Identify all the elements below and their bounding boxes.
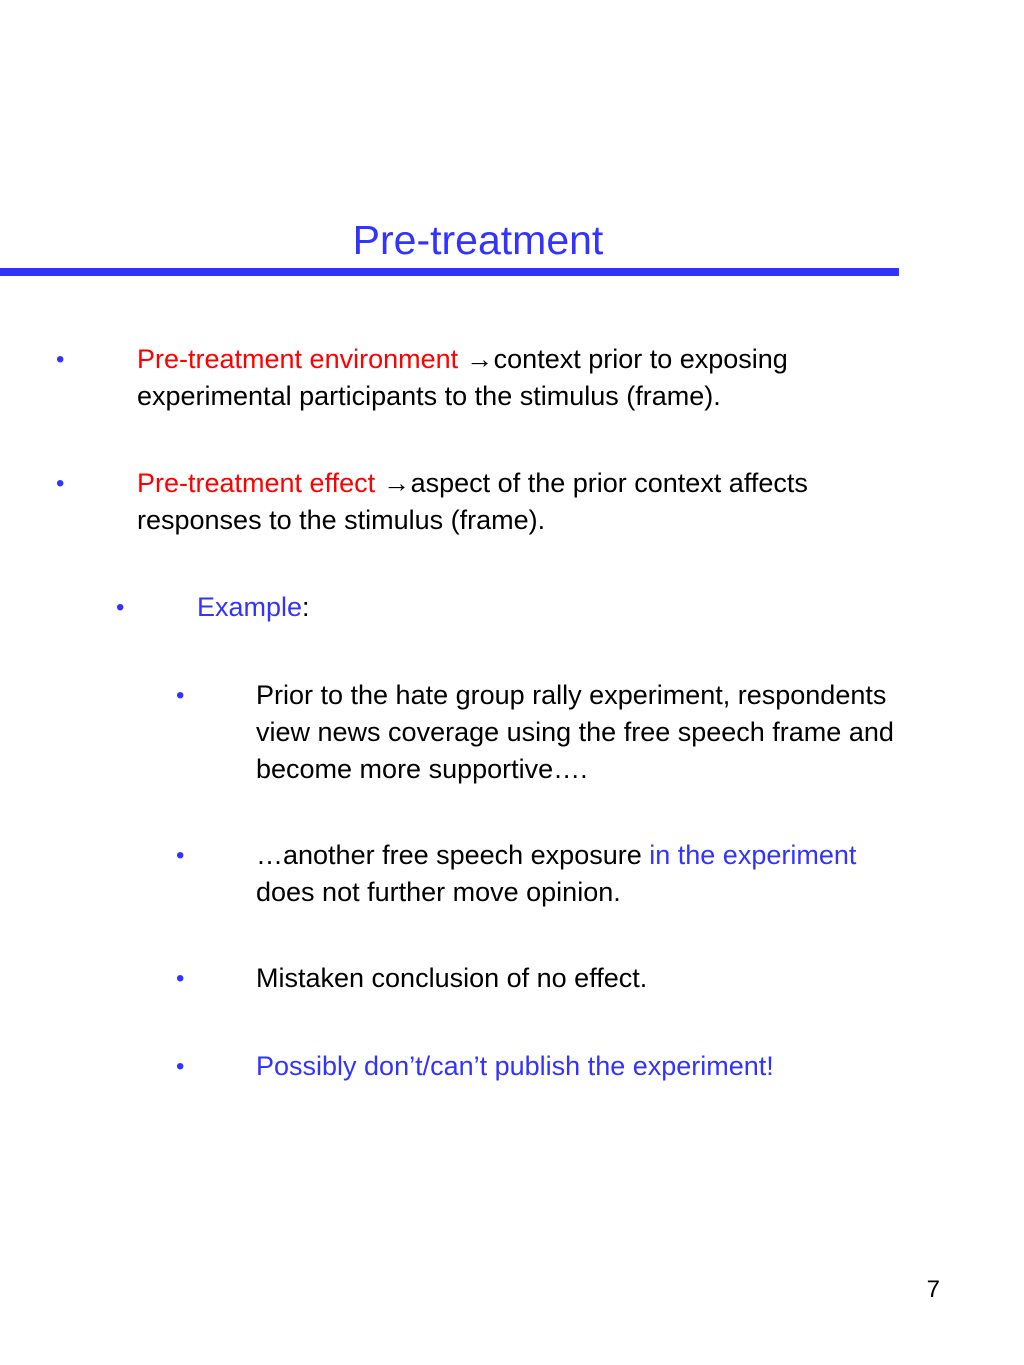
example-colon: : <box>302 592 310 622</box>
definition-line-1: aspect of the prior context affects <box>410 468 808 498</box>
term-pretreatment-environment: Pre-treatment environment <box>137 344 459 374</box>
title-underline <box>0 268 899 276</box>
example-item-line-2: view news coverage using the free speech frame and <box>256 717 894 747</box>
definition-line-2: responses to the stimulus (frame). <box>137 505 546 535</box>
example-item-text: Possibly don’t/can’t publish the experiment! <box>256 1051 774 1081</box>
example-item-line-2: does not further move opinion. <box>256 877 621 907</box>
bullet-icon: • <box>176 682 185 709</box>
example-item-text: Mistaken conclusion of no effect. <box>256 963 648 993</box>
example-item-publish <box>256 1048 1016 1085</box>
page-number: 7 <box>926 1276 940 1303</box>
example-item-line-3: become more supportive…. <box>256 754 588 784</box>
bullet-icon: • <box>176 842 185 869</box>
arrow-right-icon: → <box>466 344 494 374</box>
bullet-example <box>197 589 897 626</box>
example-label: Example <box>197 592 303 622</box>
bullet-pretreatment-environment <box>137 341 997 415</box>
term-pretreatment-effect: Pre-treatment effect <box>137 468 376 498</box>
arrow-right-icon: → <box>383 468 411 498</box>
slide-title: Pre-treatment <box>352 217 604 263</box>
bullet-pretreatment-effect <box>137 465 997 539</box>
definition-line-1: context prior to exposing <box>493 344 788 374</box>
example-item-mistaken-conclusion <box>256 960 1016 997</box>
example-item-prior-exposure <box>256 677 1016 788</box>
example-item-prefix: …another free speech exposure <box>256 840 650 870</box>
bullet-icon: • <box>56 470 65 497</box>
example-item-another-exposure <box>256 837 1016 911</box>
example-item-line-1: Prior to the hate group rally experiment, respondents <box>256 680 887 710</box>
bullet-icon: • <box>56 346 65 373</box>
example-item-highlight: in the experiment <box>649 840 857 870</box>
definition-line-2: experimental participants to the stimulus (frame). <box>137 381 721 411</box>
bullet-icon: • <box>116 594 125 621</box>
bullet-icon: • <box>176 1053 185 1080</box>
bullet-icon: • <box>176 965 185 992</box>
